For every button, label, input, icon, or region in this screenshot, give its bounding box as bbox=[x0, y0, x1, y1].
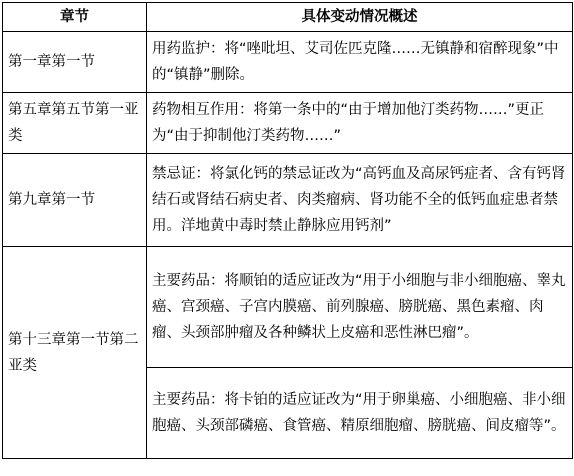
table-header-row bbox=[3, 3, 573, 32]
table-row bbox=[3, 154, 573, 247]
change-cell: 主要药品：将顺铂的适应证改为“用于小细胞与非小细胞癌、睾丸癌、宫颈癌、子宫内膜癌、前列腺癌、膀胱癌、黑色素瘤、肉瘤、头颈部肿瘤及各种鳞状上皮癌和恶性淋巴瘤”。 bbox=[147, 247, 573, 368]
table-row bbox=[3, 247, 573, 368]
change-cell: 禁忌证：将氯化钙的禁忌证改为“高钙血及高尿钙症者、含有钙肾结石或肾结石病史者、肉类瘤病、肾功能不全的低钙血症患者禁用。洋地黄中毒时禁止静脉应用钙剂” bbox=[147, 154, 573, 247]
table-row bbox=[3, 32, 573, 93]
change-cell: 用药监护：将“唑吡坦、艾司佐匹克隆……无镇静和宿醉现象”中的“镇静”删除。 bbox=[147, 32, 573, 93]
column-header-changes: 具体变动情况概述 bbox=[147, 3, 573, 32]
column-header-section: 章节 bbox=[3, 3, 147, 32]
table-row bbox=[3, 93, 573, 154]
change-cell: 主要药品：将卡铂的适应证改为“用于卵巢癌、小细胞癌、非小细胞癌、头颈部磷癌、食管癌、精原细胞瘤、膀胱癌、间皮瘤等”。 bbox=[147, 368, 573, 459]
section-cell: 第九章第一节 bbox=[3, 154, 147, 247]
section-cell: 第一章第一节 bbox=[3, 32, 147, 93]
section-cell: 第五章第五节第一亚类 bbox=[3, 93, 147, 154]
changes-table bbox=[2, 2, 573, 459]
section-cell: 第十三章第一节第二亚类 bbox=[3, 247, 147, 459]
change-cell: 药物相互作用：将第一条中的“由于增加他汀类药物……”更正为“由于抑制他汀类药物……” bbox=[147, 93, 573, 154]
